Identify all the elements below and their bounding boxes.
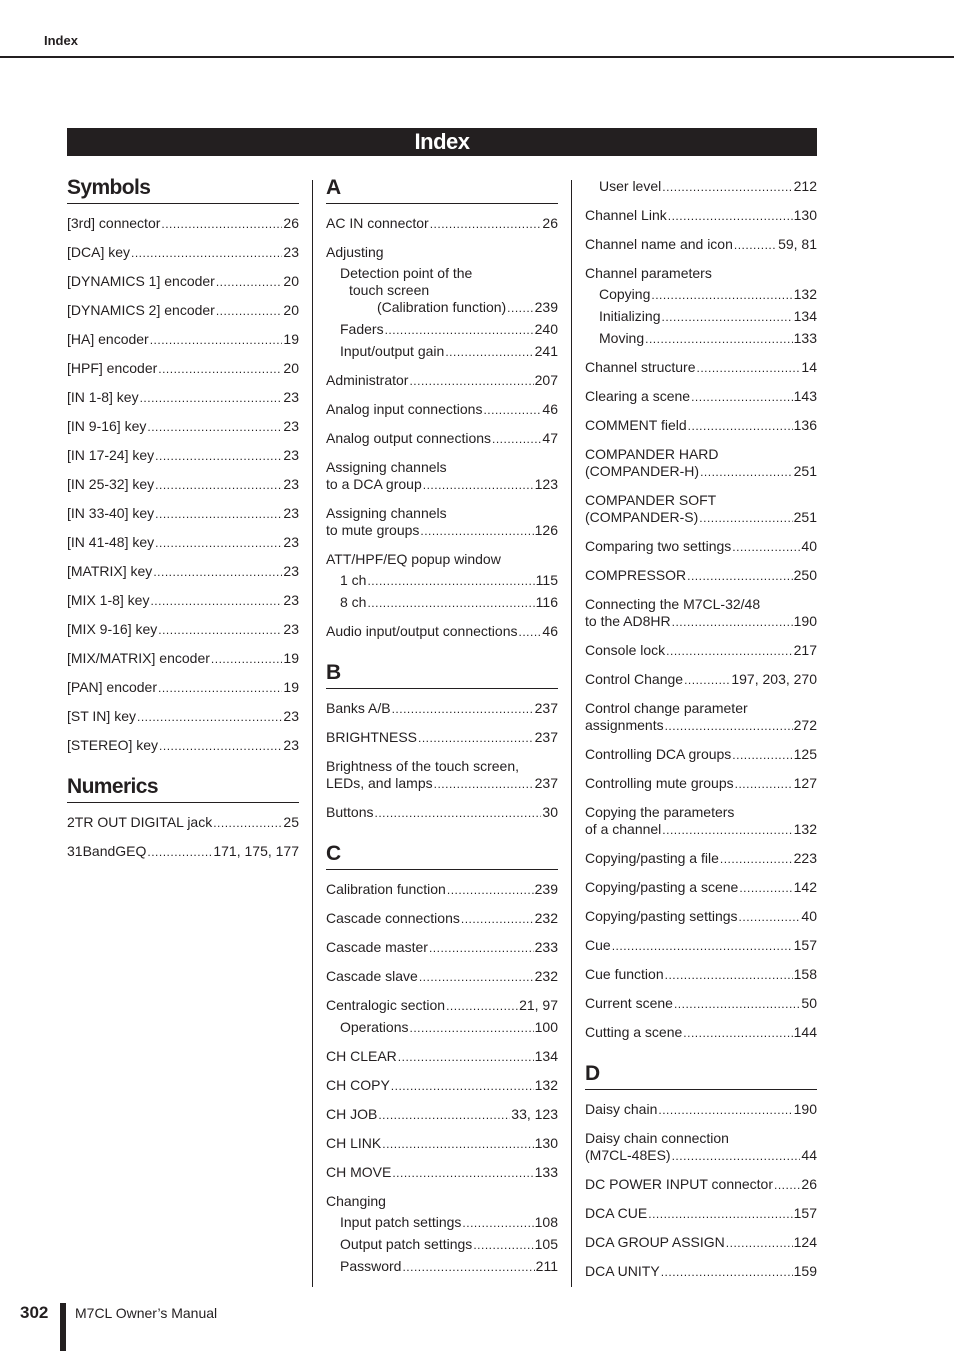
section-heading-symbols: Symbols (67, 176, 299, 204)
section-heading-a: A (326, 176, 558, 204)
index-entry[interactable]: Clearing a scene ..... 143 (585, 388, 817, 406)
index-entry[interactable]: Cutting a scene ..... 144 (585, 1024, 817, 1042)
index-entry[interactable]: CH MOVE ..... 133 (326, 1164, 558, 1182)
index-entry[interactable]: [3rd] connector ..... 26 (67, 215, 299, 233)
index-entry[interactable]: [IN 9-16] key ..... 23 (67, 418, 299, 436)
index-entry[interactable]: Channel structure ..... 14 (585, 359, 817, 377)
index-entry[interactable]: Copying/pasting settings ..... 40 (585, 908, 817, 926)
index-entry[interactable]: [MIX 9-16] key ..... 23 (67, 621, 299, 639)
index-entry[interactable]: Control Change ..... 197, 203, 270 (585, 671, 817, 689)
index-entry[interactable]: Centralogic section ..... 21, 97 Operations ..... 100 (326, 997, 558, 1037)
index-entry[interactable]: DCA GROUP ASSIGN ..... 124 (585, 1234, 817, 1252)
index-entry[interactable]: Controlling mute groups ..... 127 (585, 775, 817, 793)
index-entry[interactable]: [IN 17-24] key ..... 23 (67, 447, 299, 465)
index-entry[interactable]: COMMENT field ..... 136 (585, 417, 817, 435)
index-entry[interactable]: [IN 1-8] key ..... 23 (67, 389, 299, 407)
index-entry[interactable]: DC POWER INPUT connector ..... 26 (585, 1176, 817, 1194)
index-entry[interactable]: [DYNAMICS 1] encoder ..... 20 (67, 273, 299, 291)
index-entry[interactable]: Console lock ..... 217 (585, 642, 817, 660)
index-entry[interactable]: Assigning channels to a DCA group ..... 123 (326, 459, 558, 494)
section-heading-d: D (585, 1062, 817, 1090)
column-divider (571, 180, 572, 1287)
index-entry[interactable]: Audio input/output connections ..... 46 (326, 623, 558, 641)
section-heading-b: B (326, 661, 558, 689)
index-entry[interactable]: Analog output connections ..... 47 (326, 430, 558, 448)
index-entry[interactable]: Cascade slave ..... 232 (326, 968, 558, 986)
index-entry[interactable]: AC IN connector ..... 26 (326, 215, 558, 233)
index-entry[interactable]: CH CLEAR ..... 134 (326, 1048, 558, 1066)
symbols-list (67, 215, 299, 755)
index-entry[interactable]: Cascade connections ..... 232 (326, 910, 558, 928)
index-entry[interactable]: Administrator ..... 207 (326, 372, 558, 390)
index-entry[interactable]: [MATRIX] key ..... 23 (67, 563, 299, 581)
index-entry[interactable]: DCA UNITY ..... 159 (585, 1263, 817, 1281)
page-title: Index (67, 128, 817, 156)
index-entry[interactable]: Cascade master ..... 233 (326, 939, 558, 957)
index-entry[interactable]: ATT/HPF/EQ popup window 1 ch ..... 115 8 ch ..... 116 (326, 551, 558, 612)
index-entry[interactable]: [DCA] key ..... 23 (67, 244, 299, 262)
index-entry[interactable]: 2TR OUT DIGITAL jack ..... 25 (67, 814, 299, 832)
index-entry[interactable]: COMPRESSOR ..... 250 (585, 567, 817, 585)
running-head: Index (44, 33, 78, 48)
index-entry[interactable]: CH JOB ..... 33, 123 (326, 1106, 558, 1124)
index-entry[interactable]: Cue function ..... 158 (585, 966, 817, 984)
index-entry[interactable]: Buttons ..... 30 (326, 804, 558, 822)
index-entry[interactable]: Banks A/B ..... 237 (326, 700, 558, 718)
index-column-1 (67, 176, 299, 872)
index-entry[interactable]: Adjusting Detection point of the touch screen (Calibration function) ..... 239 Faders ..... 240 Input/output gain ..... 241 (326, 244, 558, 361)
index-entry[interactable]: User level ..... 212 (585, 178, 817, 196)
index-entry[interactable]: Current scene ..... 50 (585, 995, 817, 1013)
index-entry[interactable]: [MIX 1-8] key ..... 23 (67, 592, 299, 610)
index-entry[interactable]: Channel Link ..... 130 (585, 207, 817, 225)
index-entry[interactable]: [HA] encoder ..... 19 (67, 331, 299, 349)
index-entry[interactable]: COMPANDER HARD (COMPANDER-H) ..... 251 (585, 446, 817, 481)
index-entry[interactable]: [HPF] encoder ..... 20 (67, 360, 299, 378)
index-entry[interactable]: DCA CUE ..... 157 (585, 1205, 817, 1223)
index-entry[interactable]: Copying the parameters of a channel ..... 132 (585, 804, 817, 839)
index-entry[interactable]: Channel parameters Copying ..... 132 Initializing ..... 134 Moving ..... 133 (585, 265, 817, 348)
section-heading-numerics: Numerics (67, 775, 299, 803)
index-entry[interactable]: Connecting the M7CL-32/48 to the AD8HR ..... 190 (585, 596, 817, 631)
index-entry[interactable]: Calibration function ..... 239 (326, 881, 558, 899)
index-entry[interactable]: [ST IN] key ..... 23 (67, 708, 299, 726)
index-entry[interactable]: [IN 25-32] key ..... 23 (67, 476, 299, 494)
index-entry[interactable]: [DYNAMICS 2] encoder ..... 20 (67, 302, 299, 320)
index-entry[interactable]: Analog input connections ..... 46 (326, 401, 558, 419)
index-entry[interactable]: [PAN] encoder ..... 19 (67, 679, 299, 697)
index-entry[interactable]: Channel name and icon ..... 59, 81 (585, 236, 817, 254)
index-entry[interactable]: [IN 33-40] key ..... 23 (67, 505, 299, 523)
index-entry[interactable]: Changing Input patch settings ..... 108 Output patch settings ..... 105 Password ..... 211 (326, 1193, 558, 1276)
index-entry[interactable]: CH COPY ..... 132 (326, 1077, 558, 1095)
index-entry[interactable]: Daisy chain connection (M7CL-48ES) ..... 44 (585, 1130, 817, 1165)
page-number: 302 (20, 1303, 49, 1322)
index-column-2 (326, 176, 558, 1287)
index-entry[interactable]: BRIGHTNESS ..... 237 (326, 729, 558, 747)
index-entry[interactable]: Comparing two settings ..... 40 (585, 538, 817, 556)
index-entry[interactable]: Copying/pasting a scene ..... 142 (585, 879, 817, 897)
index-entry[interactable]: Control change parameter assignments ..... 272 (585, 700, 817, 735)
index-entry[interactable]: Assigning channels to mute groups ..... 126 (326, 505, 558, 540)
index-column-3 (585, 178, 817, 1292)
header-rule (0, 56, 954, 58)
numerics-list (67, 814, 299, 861)
index-entry[interactable]: CH LINK ..... 130 (326, 1135, 558, 1153)
manual-title: M7CL Owner’s Manual (75, 1305, 218, 1321)
index-entry[interactable]: [IN 41-48] key ..... 23 (67, 534, 299, 552)
index-entry[interactable]: Daisy chain ..... 190 (585, 1101, 817, 1119)
index-entry[interactable]: [MIX/MATRIX] encoder ..... 19 (67, 650, 299, 668)
index-entry[interactable]: Controlling DCA groups ..... 125 (585, 746, 817, 764)
index-entry[interactable]: Cue ..... 157 (585, 937, 817, 955)
index-entry[interactable]: 31BandGEQ ..... 171, 175, 177 (67, 843, 299, 861)
section-heading-c: C (326, 842, 558, 870)
index-entry[interactable]: COMPANDER SOFT (COMPANDER-S) ..... 251 (585, 492, 817, 527)
index-entry[interactable]: Brightness of the touch screen, LEDs, and lamps ..... 237 (326, 758, 558, 793)
column-divider (312, 180, 313, 1287)
index-entry[interactable]: [STEREO] key ..... 23 (67, 737, 299, 755)
index-entry[interactable]: Copying/pasting a file ..... 223 (585, 850, 817, 868)
footer-bar (60, 1303, 66, 1351)
